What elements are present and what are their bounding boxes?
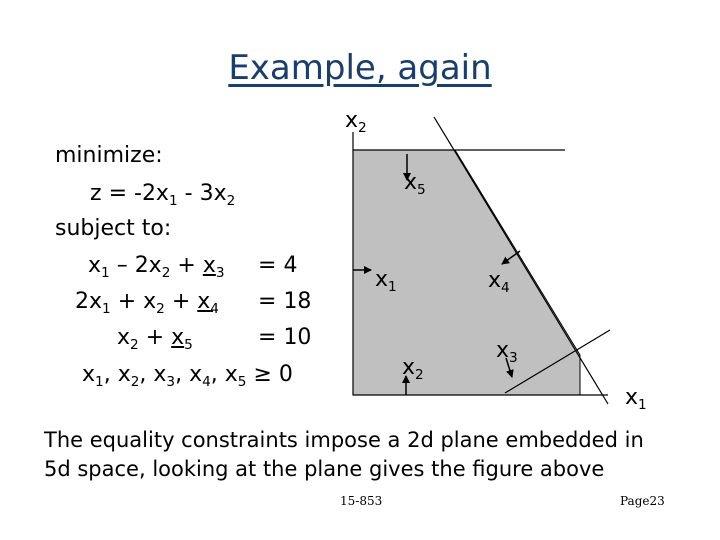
- objective-relation: =: [108, 181, 127, 206]
- slide-title: Example, again: [228, 48, 492, 88]
- x2-constraint-label: $x_2$: [402, 355, 424, 383]
- objective-term: -2x: [134, 181, 169, 206]
- caption-line: The equality constraints impose a 2d plane embedded in: [44, 428, 644, 452]
- subject-to-label: subject to:: [55, 216, 172, 241]
- x4-constraint-label: $x_4$: [488, 268, 510, 296]
- nonnegativity-constraint: $x_1$, $x_2$, $x_3$, $x_4$, $x_5 \ge 0$: [82, 362, 293, 390]
- footer-course-number: 15-853: [340, 494, 383, 508]
- footer-page-number: Page23: [620, 494, 665, 508]
- objective-lhs: z: [90, 181, 102, 206]
- constraint-3-rhs: = 10: [258, 325, 312, 350]
- x5-constraint-label: $x_5$: [404, 170, 426, 198]
- minimize-label: minimize:: [55, 143, 163, 168]
- caption-line: 5d space, looking at the plane gives the figure above: [44, 457, 605, 481]
- objective-subscript: 2: [226, 192, 236, 209]
- constraint-3: $x_2 + x_5$: [117, 325, 193, 353]
- objective-subscript: 1: [168, 192, 178, 209]
- constraint-1-rhs: = 4: [258, 253, 298, 278]
- x3-constraint-label: $x_3$: [496, 338, 518, 366]
- x1-axis-label: $x_1$: [625, 385, 647, 413]
- constraint-1: $x_1 - 2x_2 + x_3$: [88, 253, 225, 281]
- objective-term: - 3x: [177, 181, 227, 206]
- slide-caption: [44, 426, 644, 484]
- x2-axis-label: $x_2$: [345, 108, 367, 136]
- constraint-2-rhs: = 18: [258, 289, 312, 314]
- x1-constraint-label: $x_1$: [375, 267, 397, 295]
- constraint-2: $2x_1 + x_2 + x_4$: [75, 289, 219, 317]
